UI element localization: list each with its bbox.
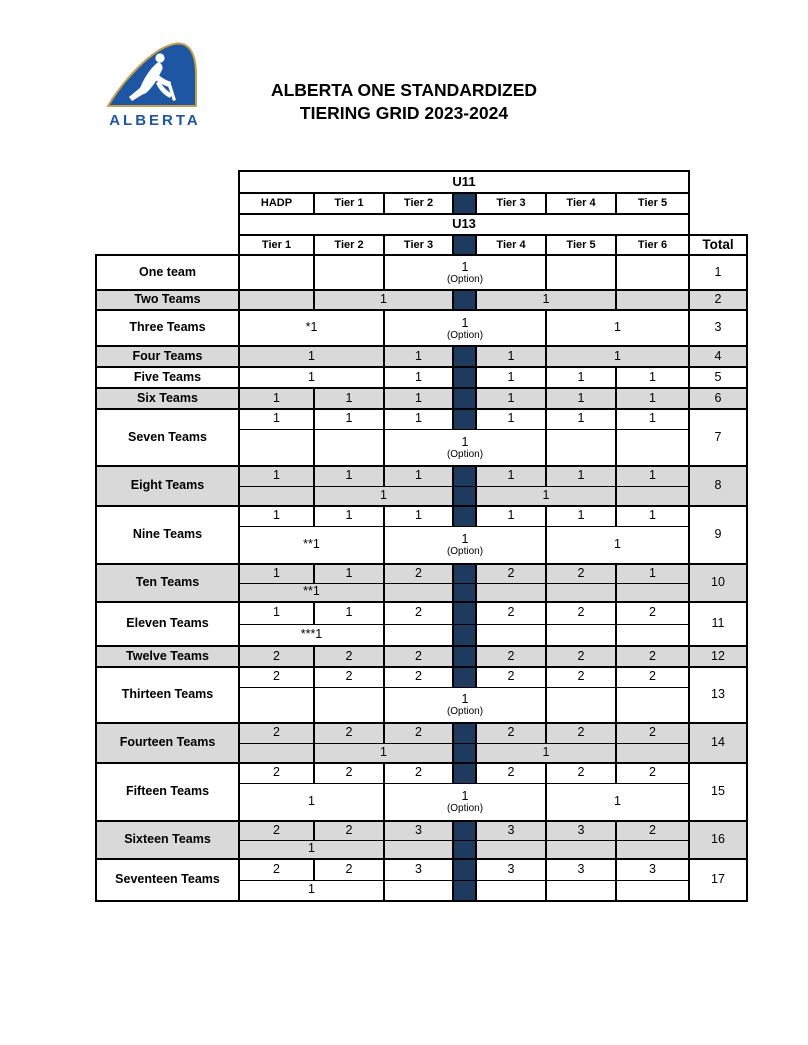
option-count: 1 <box>461 692 469 707</box>
navy-divider-cell <box>453 388 476 409</box>
option-count: 1 <box>461 789 469 804</box>
row-label: Thirteen Teams <box>96 667 239 723</box>
row-label: Three Teams <box>96 310 239 346</box>
table-row <box>96 255 747 290</box>
grid-cell: 2 <box>239 763 314 783</box>
grid-cell: 1 <box>314 486 453 506</box>
navy-divider-cell <box>453 880 476 901</box>
grid-cell: 1 <box>546 783 689 821</box>
grid-cell: 1 <box>239 506 314 526</box>
spacer-cell <box>96 171 239 193</box>
grid-cell: 1 <box>476 466 546 486</box>
total-header: Total <box>689 235 747 255</box>
grid-cell: 2 <box>546 602 616 624</box>
row-label: Nine Teams <box>96 506 239 564</box>
grid-header-row <box>96 193 747 214</box>
u11-tier-header: Tier 5 <box>616 193 689 214</box>
table-row <box>96 506 747 526</box>
navy-divider-cell <box>453 564 476 583</box>
option-cell <box>384 310 546 346</box>
total-cell: 14 <box>689 723 747 763</box>
table-row <box>96 367 747 388</box>
grid-cell: 2 <box>314 821 384 840</box>
total-cell: 17 <box>689 859 747 901</box>
navy-divider-cell <box>453 290 476 310</box>
grid-cell: 2 <box>239 859 314 880</box>
navy-divider-cell <box>453 667 476 687</box>
total-cell: 13 <box>689 667 747 723</box>
row-label: Fifteen Teams <box>96 763 239 821</box>
grid-cell: 1 <box>546 346 689 367</box>
page-title-line2: TIERING GRID 2023-2024 <box>299 102 509 123</box>
total-cell: 6 <box>689 388 747 409</box>
u11-band-header: U11 <box>239 171 689 193</box>
option-cell <box>384 526 546 564</box>
total-cell: 7 <box>689 409 747 466</box>
grid-cell <box>546 624 616 646</box>
row-label: Five Teams <box>96 367 239 388</box>
grid-cell: 1 <box>314 290 453 310</box>
grid-cell <box>314 687 384 723</box>
grid-cell: 1 <box>239 466 314 486</box>
grid-cell: 1 <box>314 564 384 583</box>
spacer-cell <box>96 214 239 235</box>
spacer-cell <box>689 214 747 235</box>
grid-cell: 1 <box>239 367 384 388</box>
grid-cell: 2 <box>239 723 314 743</box>
grid-cell: 1 <box>314 388 384 409</box>
grid-cell <box>616 583 689 602</box>
total-cell: 15 <box>689 763 747 821</box>
grid-cell: 1 <box>239 840 384 859</box>
spacer-cell <box>96 235 239 255</box>
grid-cell: 2 <box>476 667 546 687</box>
grid-cell: 2 <box>546 646 616 667</box>
row-label: Eleven Teams <box>96 602 239 646</box>
grid-cell: 1 <box>384 506 453 526</box>
grid-cell: 2 <box>616 667 689 687</box>
grid-cell: 1 <box>239 564 314 583</box>
table-row <box>96 310 747 346</box>
grid-cell <box>239 486 314 506</box>
grid-cell <box>384 624 453 646</box>
grid-cell <box>476 840 546 859</box>
navy-divider-cell <box>453 723 476 743</box>
total-cell: 3 <box>689 310 747 346</box>
grid-cell <box>476 583 546 602</box>
grid-cell: 1 <box>239 783 384 821</box>
grid-cell <box>546 880 616 901</box>
table-row <box>96 346 747 367</box>
spacer-cell <box>689 193 747 214</box>
navy-divider-cell <box>453 235 476 255</box>
grid-cell: 2 <box>314 723 384 743</box>
u13-tier-header: Tier 2 <box>314 235 384 255</box>
total-cell: 1 <box>689 255 747 290</box>
row-label: Seven Teams <box>96 409 239 466</box>
total-cell: 16 <box>689 821 747 859</box>
grid-cell: ***1 <box>239 624 384 646</box>
total-cell: 4 <box>689 346 747 367</box>
grid-cell: **1 <box>239 526 384 564</box>
grid-cell: 1 <box>476 367 546 388</box>
total-cell: 5 <box>689 367 747 388</box>
grid-cell: 2 <box>616 763 689 783</box>
grid-cell: 1 <box>546 506 616 526</box>
table-row <box>96 821 747 840</box>
grid-cell: 1 <box>314 466 384 486</box>
row-label: Twelve Teams <box>96 646 239 667</box>
option-label: (Option) <box>446 706 484 718</box>
grid-cell: 1 <box>314 409 384 429</box>
grid-cell: **1 <box>239 583 384 602</box>
u13-tier-header: Tier 4 <box>476 235 546 255</box>
grid-cell: 3 <box>476 821 546 840</box>
grid-cell: 1 <box>476 486 616 506</box>
row-label: Eight Teams <box>96 466 239 506</box>
grid-cell: 2 <box>476 564 546 583</box>
table-row <box>96 646 747 667</box>
navy-divider-cell <box>453 346 476 367</box>
grid-cell: 1 <box>616 564 689 583</box>
row-label: One team <box>96 255 239 290</box>
navy-divider-cell <box>453 367 476 388</box>
row-label: Seventeen Teams <box>96 859 239 901</box>
grid-cell: 1 <box>476 409 546 429</box>
grid-cell: 1 <box>239 409 314 429</box>
grid-cell: 1 <box>546 466 616 486</box>
option-count: 1 <box>461 434 469 449</box>
grid-cell: 2 <box>546 763 616 783</box>
table-row <box>96 602 747 624</box>
page-title <box>214 79 594 124</box>
row-label: Six Teams <box>96 388 239 409</box>
option-label: (Option) <box>446 274 484 285</box>
u11-tier-header: Tier 3 <box>476 193 546 214</box>
grid-cell <box>384 880 453 901</box>
grid-cell <box>476 880 546 901</box>
grid-cell: 2 <box>384 564 453 583</box>
navy-divider-cell <box>453 466 476 486</box>
table-row <box>96 859 747 880</box>
grid-cell: 1 <box>546 367 616 388</box>
grid-cell <box>616 255 689 290</box>
u13-tier-header: Tier 1 <box>239 235 314 255</box>
grid-cell: 1 <box>384 346 453 367</box>
option-cell <box>384 783 546 821</box>
grid-cell: 3 <box>616 859 689 880</box>
grid-cell <box>546 429 616 466</box>
option-cell <box>384 687 546 723</box>
u13-tier-header: Tier 6 <box>616 235 689 255</box>
grid-cell: 2 <box>476 763 546 783</box>
grid-cell <box>546 583 616 602</box>
total-cell: 12 <box>689 646 747 667</box>
grid-cell: 2 <box>546 723 616 743</box>
grid-cell <box>384 583 453 602</box>
navy-divider-cell <box>453 486 476 506</box>
grid-cell: 1 <box>476 743 616 763</box>
navy-divider-cell <box>453 624 476 646</box>
grid-cell: 2 <box>384 723 453 743</box>
grid-cell <box>616 743 689 763</box>
grid-cell: 2 <box>616 646 689 667</box>
total-cell: 10 <box>689 564 747 602</box>
u13-band-header: U13 <box>239 214 689 235</box>
table-row <box>96 290 747 310</box>
grid-cell: 1 <box>239 388 314 409</box>
option-count: 1 <box>461 260 469 274</box>
grid-cell <box>384 840 453 859</box>
navy-divider-cell <box>453 602 476 624</box>
table-row <box>96 409 747 429</box>
grid-cell: 2 <box>314 667 384 687</box>
total-cell: 2 <box>689 290 747 310</box>
grid-cell <box>616 486 689 506</box>
grid-cell <box>616 687 689 723</box>
grid-cell: 2 <box>616 723 689 743</box>
grid-cell <box>546 255 616 290</box>
grid-cell: 3 <box>384 859 453 880</box>
table-row <box>96 466 747 486</box>
grid-cell: 1 <box>384 367 453 388</box>
grid-cell <box>616 840 689 859</box>
u11-tier-header: HADP <box>239 193 314 214</box>
grid-cell: 1 <box>616 367 689 388</box>
grid-header-row <box>96 235 747 255</box>
grid-cell: *1 <box>239 310 384 346</box>
hockey-alberta-logo <box>94 33 216 129</box>
grid-cell: 1 <box>314 743 453 763</box>
option-label: (Option) <box>446 546 484 558</box>
u11-tier-header: Tier 1 <box>314 193 384 214</box>
grid-cell <box>616 624 689 646</box>
grid-cell: 1 <box>239 880 384 901</box>
grid-cell: 2 <box>239 646 314 667</box>
option-label: (Option) <box>446 803 484 815</box>
grid-cell: 3 <box>546 859 616 880</box>
grid-cell: 1 <box>476 346 546 367</box>
table-row <box>96 564 747 583</box>
grid-cell: 1 <box>546 409 616 429</box>
navy-divider-cell <box>453 409 476 429</box>
total-cell: 9 <box>689 506 747 564</box>
table-row <box>96 667 747 687</box>
grid-cell <box>546 687 616 723</box>
grid-cell: 1 <box>314 602 384 624</box>
navy-divider-cell <box>453 506 476 526</box>
total-cell: 8 <box>689 466 747 506</box>
grid-cell: 1 <box>616 388 689 409</box>
grid-cell <box>239 687 314 723</box>
grid-cell: 2 <box>314 646 384 667</box>
grid-cell: 1 <box>239 602 314 624</box>
navy-divider-cell <box>453 821 476 840</box>
grid-cell: 1 <box>546 310 689 346</box>
row-label: Fourteen Teams <box>96 723 239 763</box>
navy-divider-cell <box>453 763 476 783</box>
spacer-cell <box>689 171 747 193</box>
grid-cell: 1 <box>616 409 689 429</box>
grid-cell: 2 <box>384 667 453 687</box>
grid-cell: 1 <box>476 388 546 409</box>
navy-divider-cell <box>453 743 476 763</box>
grid-cell: 1 <box>546 388 616 409</box>
grid-cell: 3 <box>384 821 453 840</box>
row-label: Four Teams <box>96 346 239 367</box>
grid-cell <box>239 429 314 466</box>
grid-cell: 2 <box>476 646 546 667</box>
grid-cell: 2 <box>384 763 453 783</box>
u13-tier-header: Tier 5 <box>546 235 616 255</box>
table-row <box>96 388 747 409</box>
grid-cell: 1 <box>616 466 689 486</box>
option-label: (Option) <box>446 448 484 460</box>
grid-cell: 2 <box>476 723 546 743</box>
grid-cell: 2 <box>314 763 384 783</box>
grid-cell: 1 <box>384 388 453 409</box>
navy-divider-cell <box>453 583 476 602</box>
option-label: (Option) <box>446 329 484 341</box>
option-count: 1 <box>461 532 469 547</box>
grid-cell <box>314 255 384 290</box>
table-row <box>96 723 747 743</box>
grid-cell <box>239 255 314 290</box>
navy-divider-cell <box>453 646 476 667</box>
grid-cell: 2 <box>384 646 453 667</box>
grid-cell: 3 <box>476 859 546 880</box>
navy-divider-cell <box>453 193 476 214</box>
grid-cell: 2 <box>239 821 314 840</box>
u11-tier-header: Tier 4 <box>546 193 616 214</box>
grid-cell: 1 <box>314 506 384 526</box>
grid-cell: 1 <box>476 290 616 310</box>
grid-cell: 1 <box>384 409 453 429</box>
grid-cell: 1 <box>546 526 689 564</box>
page-title-line1: ALBERTA ONE STANDARDIZED <box>270 80 538 100</box>
total-cell: 11 <box>689 602 747 646</box>
navy-divider-cell <box>453 840 476 859</box>
grid-cell <box>616 290 689 310</box>
grid-cell: 2 <box>384 602 453 624</box>
option-count: 1 <box>461 315 469 330</box>
grid-cell: 1 <box>616 506 689 526</box>
row-label: Ten Teams <box>96 564 239 602</box>
grid-header-row <box>96 171 747 193</box>
navy-divider-cell <box>453 859 476 880</box>
grid-cell: 3 <box>546 821 616 840</box>
spacer-cell <box>96 193 239 214</box>
option-cell <box>384 255 546 290</box>
option-cell <box>384 429 546 466</box>
grid-cell <box>239 290 314 310</box>
grid-cell: 2 <box>546 564 616 583</box>
row-label: Two Teams <box>96 290 239 310</box>
grid-cell <box>476 624 546 646</box>
grid-cell <box>616 880 689 901</box>
u13-tier-header: Tier 3 <box>384 235 453 255</box>
grid-cell: 1 <box>476 506 546 526</box>
grid-cell <box>616 429 689 466</box>
tiering-grid-table <box>95 170 748 902</box>
logo-wordmark: ALBERTA <box>109 112 201 129</box>
grid-header-row <box>96 214 747 235</box>
grid-cell <box>239 743 314 763</box>
grid-cell: 2 <box>616 602 689 624</box>
grid-cell: 1 <box>239 346 384 367</box>
grid-cell <box>546 840 616 859</box>
grid-cell: 2 <box>476 602 546 624</box>
grid-cell: 2 <box>314 859 384 880</box>
grid-cell: 2 <box>546 667 616 687</box>
grid-cell: 2 <box>616 821 689 840</box>
logo-sail-skater-icon <box>96 33 214 113</box>
u11-tier-header: Tier 2 <box>384 193 453 214</box>
grid-cell <box>314 429 384 466</box>
grid-cell: 2 <box>239 667 314 687</box>
table-row <box>96 763 747 783</box>
grid-cell: 1 <box>384 466 453 486</box>
row-label: Sixteen Teams <box>96 821 239 859</box>
